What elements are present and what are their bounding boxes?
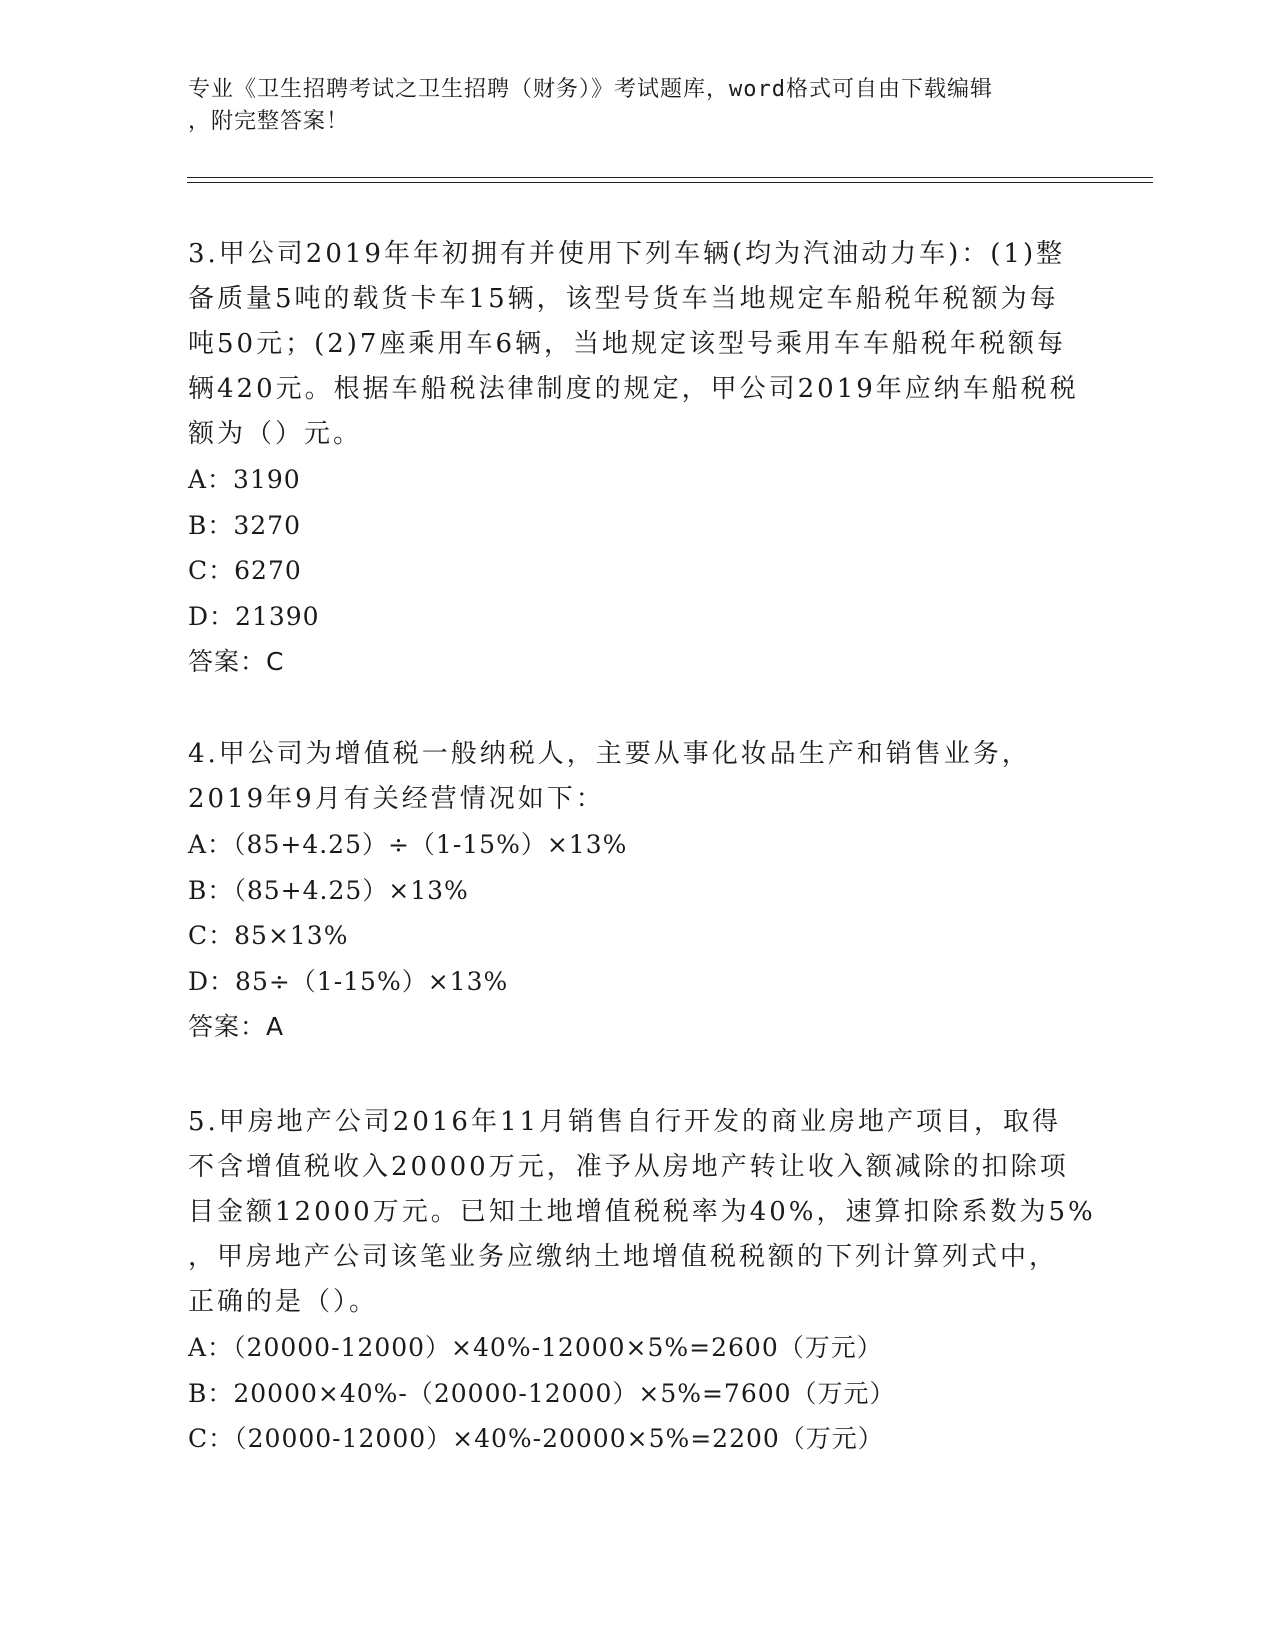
option-c: C：6270 — [188, 556, 302, 585]
option-d: D：85÷（1-15%）×13% — [188, 966, 509, 996]
stem-line: 目金额12000万元。已知土地增值税税率为40%，速算扣除系数为5% — [188, 1197, 1096, 1227]
stem-line: 辆420元。根据车船税法律制度的规定，甲公司2019年应纳车船税税 — [188, 374, 1079, 404]
question-5 — [188, 1100, 1096, 1462]
option-d: D：21390 — [188, 601, 320, 631]
header-line-1: 专业《卫生招聘考试之卫生招聘（财务）》考试题库，word格式可自由下载编辑 — [188, 77, 993, 102]
stem-line: 3.甲公司2019年年初拥有并使用下列车辆(均为汽油动力车)：(1)整 — [188, 239, 1066, 269]
answer-label: 答案：A — [188, 1012, 285, 1041]
stem-line: ，甲房地产公司该笔业务应缴纳土地增值税税额的下列计算列式中， — [188, 1242, 1059, 1272]
option-b: B：（85+4.25）×13% — [188, 875, 469, 905]
option-b: B：20000×40%-（20000-12000）×5%=7600（万元） — [188, 1378, 896, 1408]
question-stem — [188, 1100, 1096, 1325]
answer-label: 答案：C — [188, 647, 285, 676]
option-c: C：85×13% — [188, 921, 349, 950]
stem-line: 4.甲公司为增值税一般纳税人，主要从事化妆品生产和销售业务， — [188, 739, 1031, 769]
option-c: C：（20000-12000）×40%-20000×5%=2200（万元） — [188, 1424, 884, 1453]
option-a: A：（20000-12000）×40%-12000×5%=2600（万元） — [188, 1333, 883, 1362]
stem-line: 正确的是（）。 — [188, 1287, 379, 1317]
header-line-2: ，附完整答案！ — [188, 109, 350, 134]
stem-line: 2019年9月有关经营情况如下： — [188, 784, 605, 814]
stem-line: 额为（）元。 — [188, 419, 363, 449]
question-stem — [188, 732, 1088, 822]
stem-line: 备质量5吨的载货卡车15辆，该型号货车当地规定车船税年税额为每 — [188, 284, 1059, 314]
question-stem — [188, 232, 1088, 457]
stem-line: 5.甲房地产公司2016年11月销售自行开发的商业房地产项目，取得 — [188, 1107, 1062, 1137]
question-4 — [188, 732, 1088, 1050]
option-a: A：3190 — [188, 465, 301, 494]
stem-line: 吨50元；(2)7座乘用车6辆，当地规定该型号乘用车车船税年税额每 — [188, 329, 1066, 359]
option-b: B：3270 — [188, 510, 301, 540]
question-3 — [188, 232, 1088, 685]
option-a: A：（85+4.25）÷（1-15%）×13% — [188, 830, 628, 859]
header-divider-bottom — [187, 182, 1153, 183]
stem-line: 不含增值税收入20000万元，准予从房地产转让收入额减除的扣除项 — [188, 1152, 1069, 1182]
header-divider-top — [187, 177, 1153, 178]
document-header — [188, 74, 1068, 138]
